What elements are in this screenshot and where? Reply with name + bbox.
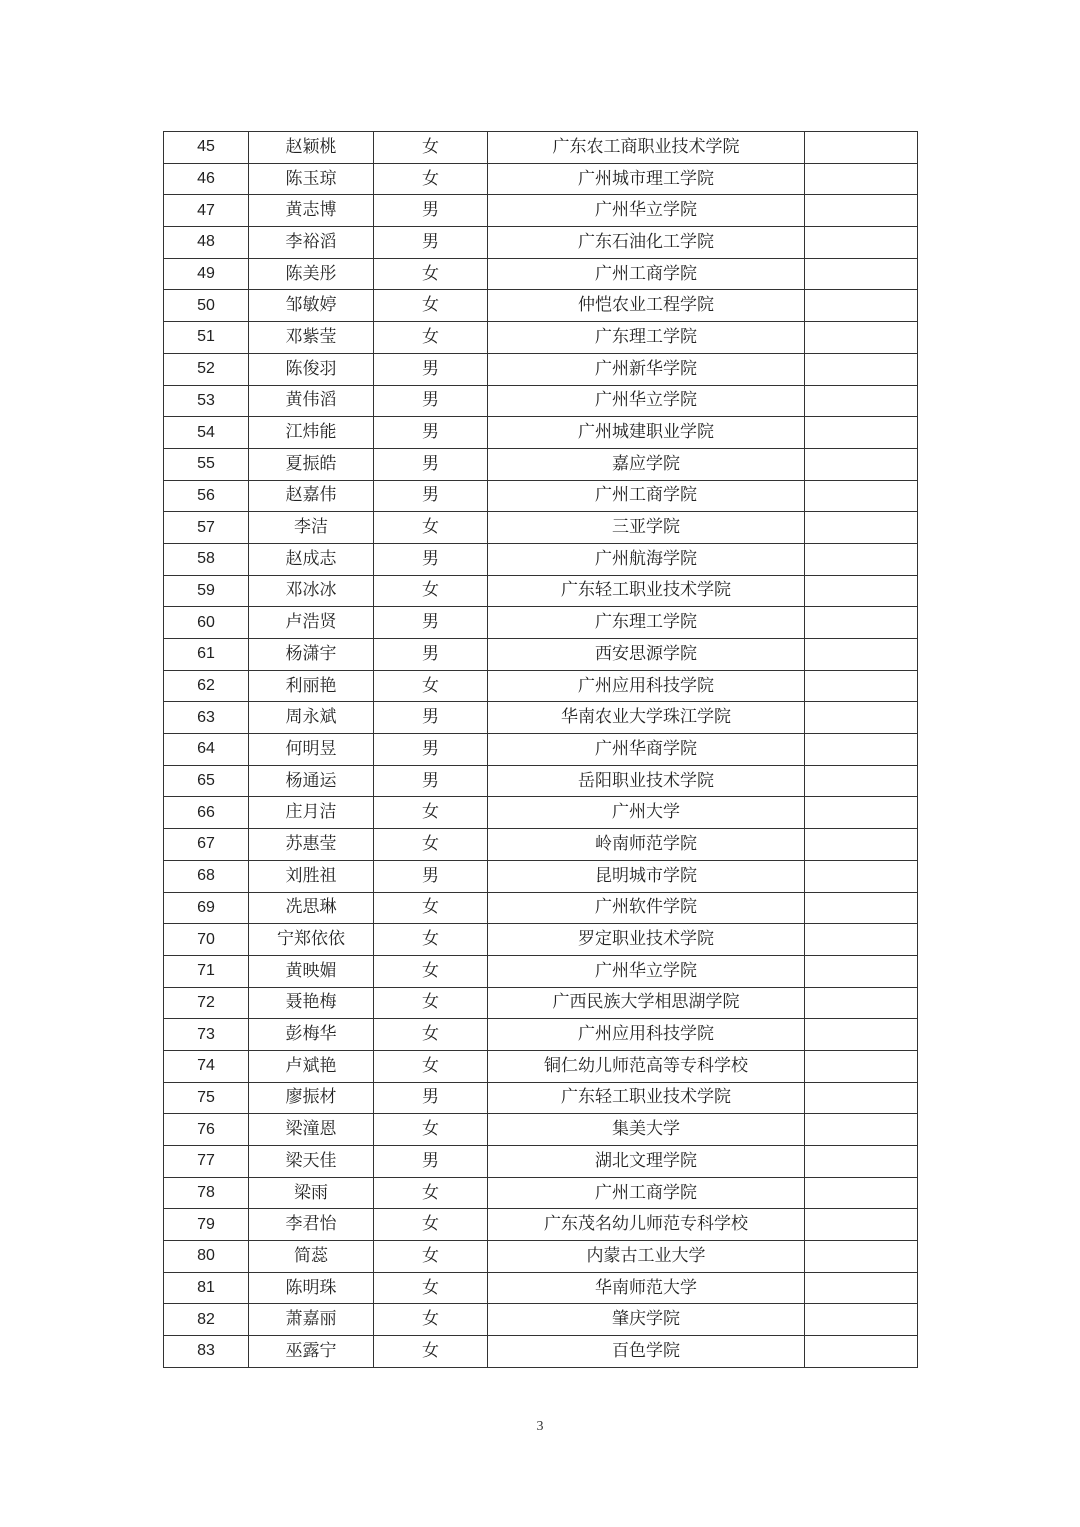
gender-cell: 女 [374,1050,488,1082]
row-number-cell: 64 [164,734,249,766]
table-row [164,670,918,702]
school-cell: 广州华立学院 [488,195,805,227]
name-cell: 夏振皓 [249,448,374,480]
gender-cell: 女 [374,1241,488,1273]
note-cell [805,702,918,734]
note-cell [805,1019,918,1051]
gender-cell: 女 [374,797,488,829]
table-row [164,797,918,829]
school-cell: 西安思源学院 [488,639,805,671]
school-cell: 广州工商学院 [488,480,805,512]
note-cell [805,892,918,924]
note-cell [805,860,918,892]
school-cell: 嘉应学院 [488,448,805,480]
row-number-cell: 63 [164,702,249,734]
school-cell: 广西民族大学相思湖学院 [488,987,805,1019]
name-cell: 冼思琳 [249,892,374,924]
table-row [164,1272,918,1304]
gender-cell: 男 [374,543,488,575]
school-cell: 广东石油化工学院 [488,227,805,259]
gender-cell: 女 [374,1019,488,1051]
school-cell: 罗定职业技术学院 [488,924,805,956]
table-row [164,892,918,924]
note-cell [805,829,918,861]
name-cell: 周永斌 [249,702,374,734]
row-number-cell: 52 [164,353,249,385]
note-cell [805,132,918,164]
table-row [164,1019,918,1051]
name-cell: 杨潇宇 [249,639,374,671]
gender-cell: 男 [374,765,488,797]
table-row [164,1304,918,1336]
name-cell: 陈俊羽 [249,353,374,385]
note-cell [805,1241,918,1273]
table-row [164,765,918,797]
row-number-cell: 45 [164,132,249,164]
note-cell [805,765,918,797]
note-cell [805,734,918,766]
table-row [164,480,918,512]
note-cell [805,1177,918,1209]
row-number-cell: 73 [164,1019,249,1051]
name-cell: 陈玉琼 [249,163,374,195]
gender-cell: 女 [374,829,488,861]
name-cell: 李裕滔 [249,227,374,259]
name-cell: 黄映媚 [249,955,374,987]
name-cell: 利丽艳 [249,670,374,702]
row-number-cell: 81 [164,1272,249,1304]
school-cell: 铜仁幼儿师范高等专科学校 [488,1050,805,1082]
row-number-cell: 75 [164,1082,249,1114]
gender-cell: 男 [374,417,488,449]
row-number-cell: 51 [164,322,249,354]
table-row [164,987,918,1019]
gender-cell: 女 [374,132,488,164]
school-cell: 三亚学院 [488,512,805,544]
name-cell: 苏惠莹 [249,829,374,861]
name-cell: 卢浩贤 [249,607,374,639]
gender-cell: 女 [374,1177,488,1209]
gender-cell: 男 [374,639,488,671]
name-cell: 邹敏婷 [249,290,374,322]
row-number-cell: 66 [164,797,249,829]
name-cell: 李洁 [249,512,374,544]
note-cell [805,322,918,354]
row-number-cell: 56 [164,480,249,512]
row-number-cell: 79 [164,1209,249,1241]
gender-cell: 男 [374,860,488,892]
name-cell: 邓紫莹 [249,322,374,354]
school-cell: 广州应用科技学院 [488,1019,805,1051]
note-cell [805,575,918,607]
name-cell: 黄志博 [249,195,374,227]
table-row [164,1082,918,1114]
note-cell [805,353,918,385]
school-cell: 广东轻工职业技术学院 [488,1082,805,1114]
gender-cell: 男 [374,353,488,385]
table-row [164,607,918,639]
note-cell [805,1146,918,1178]
school-cell: 广州华商学院 [488,734,805,766]
row-number-cell: 71 [164,955,249,987]
row-number-cell: 49 [164,258,249,290]
gender-cell: 女 [374,322,488,354]
table-row [164,132,918,164]
table-row [164,290,918,322]
school-cell: 广州城建职业学院 [488,417,805,449]
row-number-cell: 53 [164,385,249,417]
name-cell: 卢斌艳 [249,1050,374,1082]
note-cell [805,1336,918,1368]
name-cell: 赵颖桃 [249,132,374,164]
gender-cell: 女 [374,924,488,956]
table-row [164,512,918,544]
row-number-cell: 47 [164,195,249,227]
table-row [164,924,918,956]
school-cell: 岳阳职业技术学院 [488,765,805,797]
row-number-cell: 78 [164,1177,249,1209]
table-row [164,575,918,607]
table-row [164,1177,918,1209]
school-cell: 仲恺农业工程学院 [488,290,805,322]
table-row [164,448,918,480]
school-cell: 广州应用科技学院 [488,670,805,702]
roster-table [163,131,918,1368]
row-number-cell: 68 [164,860,249,892]
name-cell: 邓冰冰 [249,575,374,607]
table-row [164,322,918,354]
note-cell [805,227,918,259]
name-cell: 梁雨 [249,1177,374,1209]
gender-cell: 男 [374,607,488,639]
row-number-cell: 58 [164,543,249,575]
name-cell: 刘胜祖 [249,860,374,892]
name-cell: 简蕊 [249,1241,374,1273]
table-row [164,417,918,449]
row-number-cell: 59 [164,575,249,607]
note-cell [805,385,918,417]
note-cell [805,1209,918,1241]
note-cell [805,195,918,227]
note-cell [805,639,918,671]
table-row [164,734,918,766]
row-number-cell: 62 [164,670,249,702]
school-cell: 湖北文理学院 [488,1146,805,1178]
school-cell: 广东农工商职业技术学院 [488,132,805,164]
table-row [164,955,918,987]
gender-cell: 男 [374,227,488,259]
row-number-cell: 55 [164,448,249,480]
note-cell [805,258,918,290]
gender-cell: 女 [374,1336,488,1368]
school-cell: 广州大学 [488,797,805,829]
table-row [164,195,918,227]
row-number-cell: 74 [164,1050,249,1082]
row-number-cell: 50 [164,290,249,322]
name-cell: 赵成志 [249,543,374,575]
school-cell: 广州华立学院 [488,385,805,417]
row-number-cell: 57 [164,512,249,544]
school-cell: 广东茂名幼儿师范专科学校 [488,1209,805,1241]
table-row [164,1241,918,1273]
row-number-cell: 61 [164,639,249,671]
note-cell [805,417,918,449]
gender-cell: 男 [374,195,488,227]
row-number-cell: 77 [164,1146,249,1178]
school-cell: 广州工商学院 [488,258,805,290]
gender-cell: 女 [374,1272,488,1304]
school-cell: 广州软件学院 [488,892,805,924]
row-number-cell: 60 [164,607,249,639]
name-cell: 廖振材 [249,1082,374,1114]
roster-body [164,132,918,1368]
gender-cell: 男 [374,448,488,480]
row-number-cell: 48 [164,227,249,259]
name-cell: 萧嘉丽 [249,1304,374,1336]
note-cell [805,955,918,987]
name-cell: 庄月洁 [249,797,374,829]
name-cell: 陈明珠 [249,1272,374,1304]
note-cell [805,670,918,702]
row-number-cell: 83 [164,1336,249,1368]
gender-cell: 女 [374,987,488,1019]
school-cell: 广州华立学院 [488,955,805,987]
name-cell: 巫露宁 [249,1336,374,1368]
note-cell [805,512,918,544]
school-cell: 华南农业大学珠江学院 [488,702,805,734]
name-cell: 聂艳梅 [249,987,374,1019]
row-number-cell: 76 [164,1114,249,1146]
note-cell [805,607,918,639]
gender-cell: 女 [374,163,488,195]
gender-cell: 女 [374,670,488,702]
note-cell [805,1114,918,1146]
name-cell: 赵嘉伟 [249,480,374,512]
note-cell [805,543,918,575]
table-row [164,829,918,861]
school-cell: 集美大学 [488,1114,805,1146]
note-cell [805,1304,918,1336]
row-number-cell: 70 [164,924,249,956]
table-row [164,1209,918,1241]
table-row [164,1146,918,1178]
page-number: 3 [536,1419,544,1434]
note-cell [805,163,918,195]
table-row [164,353,918,385]
name-cell: 梁天佳 [249,1146,374,1178]
row-number-cell: 67 [164,829,249,861]
table-row [164,163,918,195]
table-row [164,860,918,892]
row-number-cell: 82 [164,1304,249,1336]
name-cell: 彭梅华 [249,1019,374,1051]
school-cell: 广东轻工职业技术学院 [488,575,805,607]
name-cell: 陈美彤 [249,258,374,290]
school-cell: 广州城市理工学院 [488,163,805,195]
name-cell: 宁郑依依 [249,924,374,956]
table-row [164,385,918,417]
gender-cell: 男 [374,385,488,417]
note-cell [805,448,918,480]
table-row [164,1336,918,1368]
note-cell [805,1272,918,1304]
gender-cell: 女 [374,1114,488,1146]
gender-cell: 男 [374,480,488,512]
row-number-cell: 46 [164,163,249,195]
note-cell [805,1082,918,1114]
note-cell [805,290,918,322]
gender-cell: 男 [374,1146,488,1178]
gender-cell: 男 [374,1082,488,1114]
school-cell: 岭南师范学院 [488,829,805,861]
table-row [164,639,918,671]
school-cell: 广州工商学院 [488,1177,805,1209]
name-cell: 何明昱 [249,734,374,766]
table-row [164,1114,918,1146]
gender-cell: 女 [374,290,488,322]
gender-cell: 女 [374,1209,488,1241]
gender-cell: 女 [374,575,488,607]
school-cell: 广东理工学院 [488,607,805,639]
row-number-cell: 54 [164,417,249,449]
note-cell [805,924,918,956]
gender-cell: 男 [374,734,488,766]
gender-cell: 女 [374,258,488,290]
note-cell [805,1050,918,1082]
school-cell: 华南师范大学 [488,1272,805,1304]
name-cell: 梁潼恩 [249,1114,374,1146]
school-cell: 肇庆学院 [488,1304,805,1336]
name-cell: 李君怡 [249,1209,374,1241]
school-cell: 昆明城市学院 [488,860,805,892]
school-cell: 内蒙古工业大学 [488,1241,805,1273]
name-cell: 杨通运 [249,765,374,797]
table-row [164,1050,918,1082]
note-cell [805,987,918,1019]
row-number-cell: 80 [164,1241,249,1273]
table-row [164,543,918,575]
school-cell: 百色学院 [488,1336,805,1368]
name-cell: 黄伟滔 [249,385,374,417]
gender-cell: 女 [374,1304,488,1336]
school-cell: 广州航海学院 [488,543,805,575]
school-cell: 广州新华学院 [488,353,805,385]
name-cell: 江炜能 [249,417,374,449]
row-number-cell: 72 [164,987,249,1019]
gender-cell: 女 [374,512,488,544]
note-cell [805,797,918,829]
gender-cell: 男 [374,702,488,734]
gender-cell: 女 [374,955,488,987]
table-row [164,702,918,734]
gender-cell: 女 [374,892,488,924]
row-number-cell: 69 [164,892,249,924]
table-row [164,258,918,290]
row-number-cell: 65 [164,765,249,797]
table-row [164,227,918,259]
school-cell: 广东理工学院 [488,322,805,354]
note-cell [805,480,918,512]
